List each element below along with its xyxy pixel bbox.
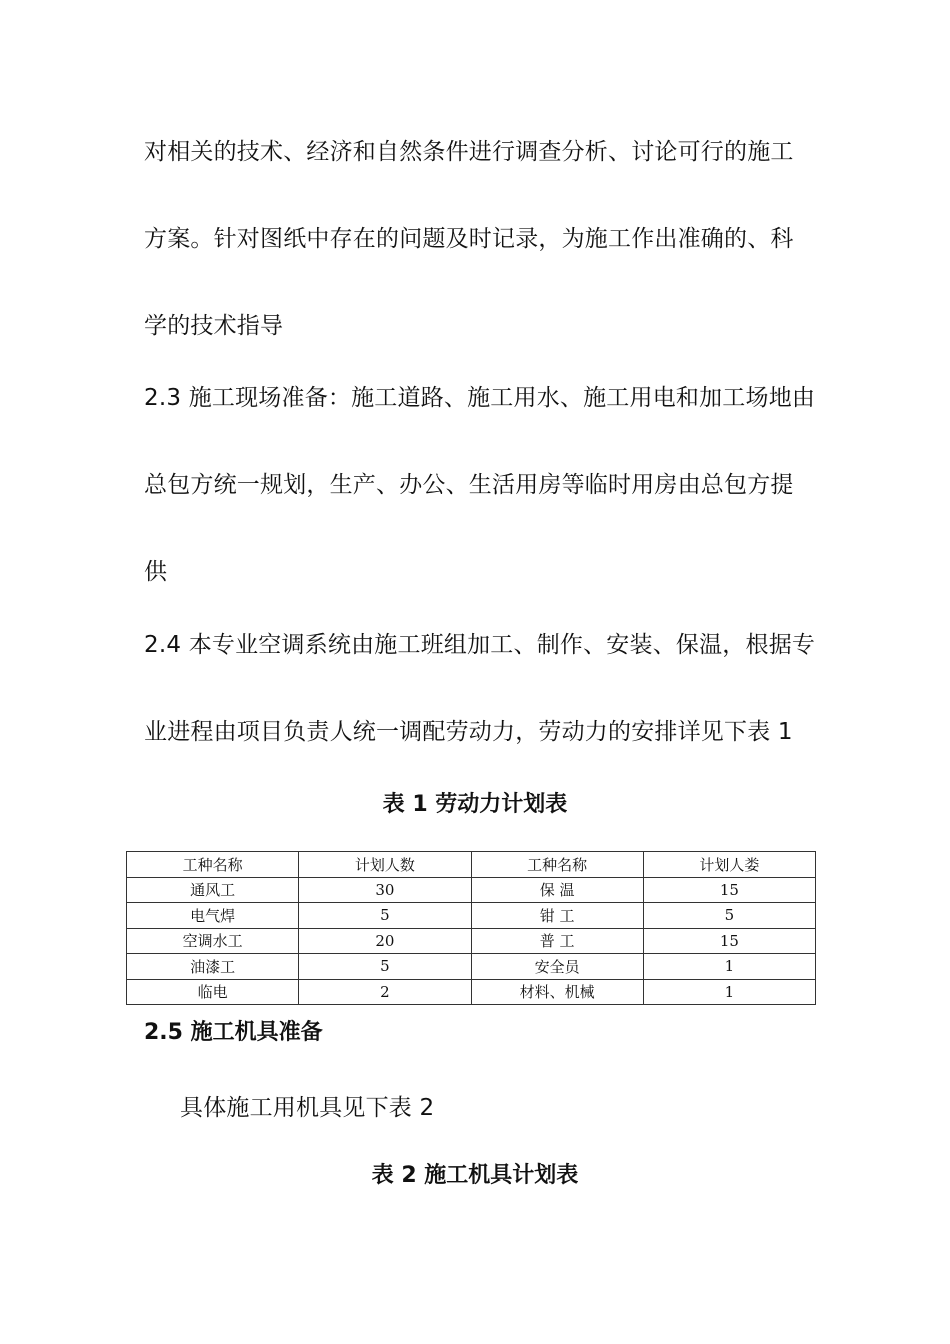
paragraph-line: 2.3 施工现场准备：施工道路、施工用水、施工用电和加工场地由 bbox=[144, 385, 816, 411]
table-row bbox=[127, 928, 816, 954]
table-header-row bbox=[127, 852, 816, 878]
table-row bbox=[127, 903, 816, 929]
table-cell: 电气焊 bbox=[127, 903, 299, 929]
paragraph-line: 对相关的技术、经济和自然条件进行调查分析、讨论可行的施工 bbox=[144, 139, 794, 165]
paragraph-line: 总包方统一规划，生产、办公、生活用房等临时用房由总包方提 bbox=[144, 472, 794, 498]
table-cell: 油漆工 bbox=[127, 954, 299, 980]
table-cell: 5 bbox=[643, 903, 815, 929]
table-cell: 空调水工 bbox=[127, 928, 299, 954]
paragraph-line: 方案。针对图纸中存在的问题及时记录，为施工作出准确的、科 bbox=[144, 226, 794, 252]
table-header-cell: 工种名称 bbox=[471, 852, 643, 878]
labor-plan-table bbox=[126, 851, 816, 1005]
table-cell: 5 bbox=[299, 954, 471, 980]
paragraph-line: 具体施工用机具见下表 2 bbox=[180, 1095, 435, 1121]
table-cell: 1 bbox=[643, 954, 815, 980]
table-caption: 表 2 施工机具计划表 bbox=[371, 1163, 579, 1188]
paragraph-line: 供 bbox=[144, 559, 168, 585]
section-heading: 2.5 施工机具准备 bbox=[144, 1020, 323, 1045]
table-cell: 1 bbox=[643, 979, 815, 1005]
table-cell: 钳 工 bbox=[471, 903, 643, 929]
table-cell: 20 bbox=[299, 928, 471, 954]
paragraph-line: 2.4 本专业空调系统由施工班组加工、制作、安装、保温，根据专 bbox=[144, 632, 816, 658]
table-cell: 安全员 bbox=[471, 954, 643, 980]
table-cell: 15 bbox=[643, 928, 815, 954]
table-caption: 表 1 劳动力计划表 bbox=[382, 792, 568, 817]
table-header-cell: 工种名称 bbox=[127, 852, 299, 878]
table-cell: 普 工 bbox=[471, 928, 643, 954]
table-cell: 5 bbox=[299, 903, 471, 929]
table-cell: 15 bbox=[643, 877, 815, 903]
table-cell: 临电 bbox=[127, 979, 299, 1005]
paragraph-line: 学的技术指导 bbox=[144, 313, 284, 339]
table-cell: 保 温 bbox=[471, 877, 643, 903]
table-row bbox=[127, 979, 816, 1005]
table-row bbox=[127, 877, 816, 903]
table-header-cell: 计划人娄 bbox=[643, 852, 815, 878]
table-cell: 通风工 bbox=[127, 877, 299, 903]
table-cell: 30 bbox=[299, 877, 471, 903]
table-header-cell: 计划人数 bbox=[299, 852, 471, 878]
table-cell: 材料、机械 bbox=[471, 979, 643, 1005]
table-cell: 2 bbox=[299, 979, 471, 1005]
table-row bbox=[127, 954, 816, 980]
paragraph-line: 业进程由项目负责人统一调配劳动力，劳动力的安排详见下表 1 bbox=[144, 719, 793, 745]
